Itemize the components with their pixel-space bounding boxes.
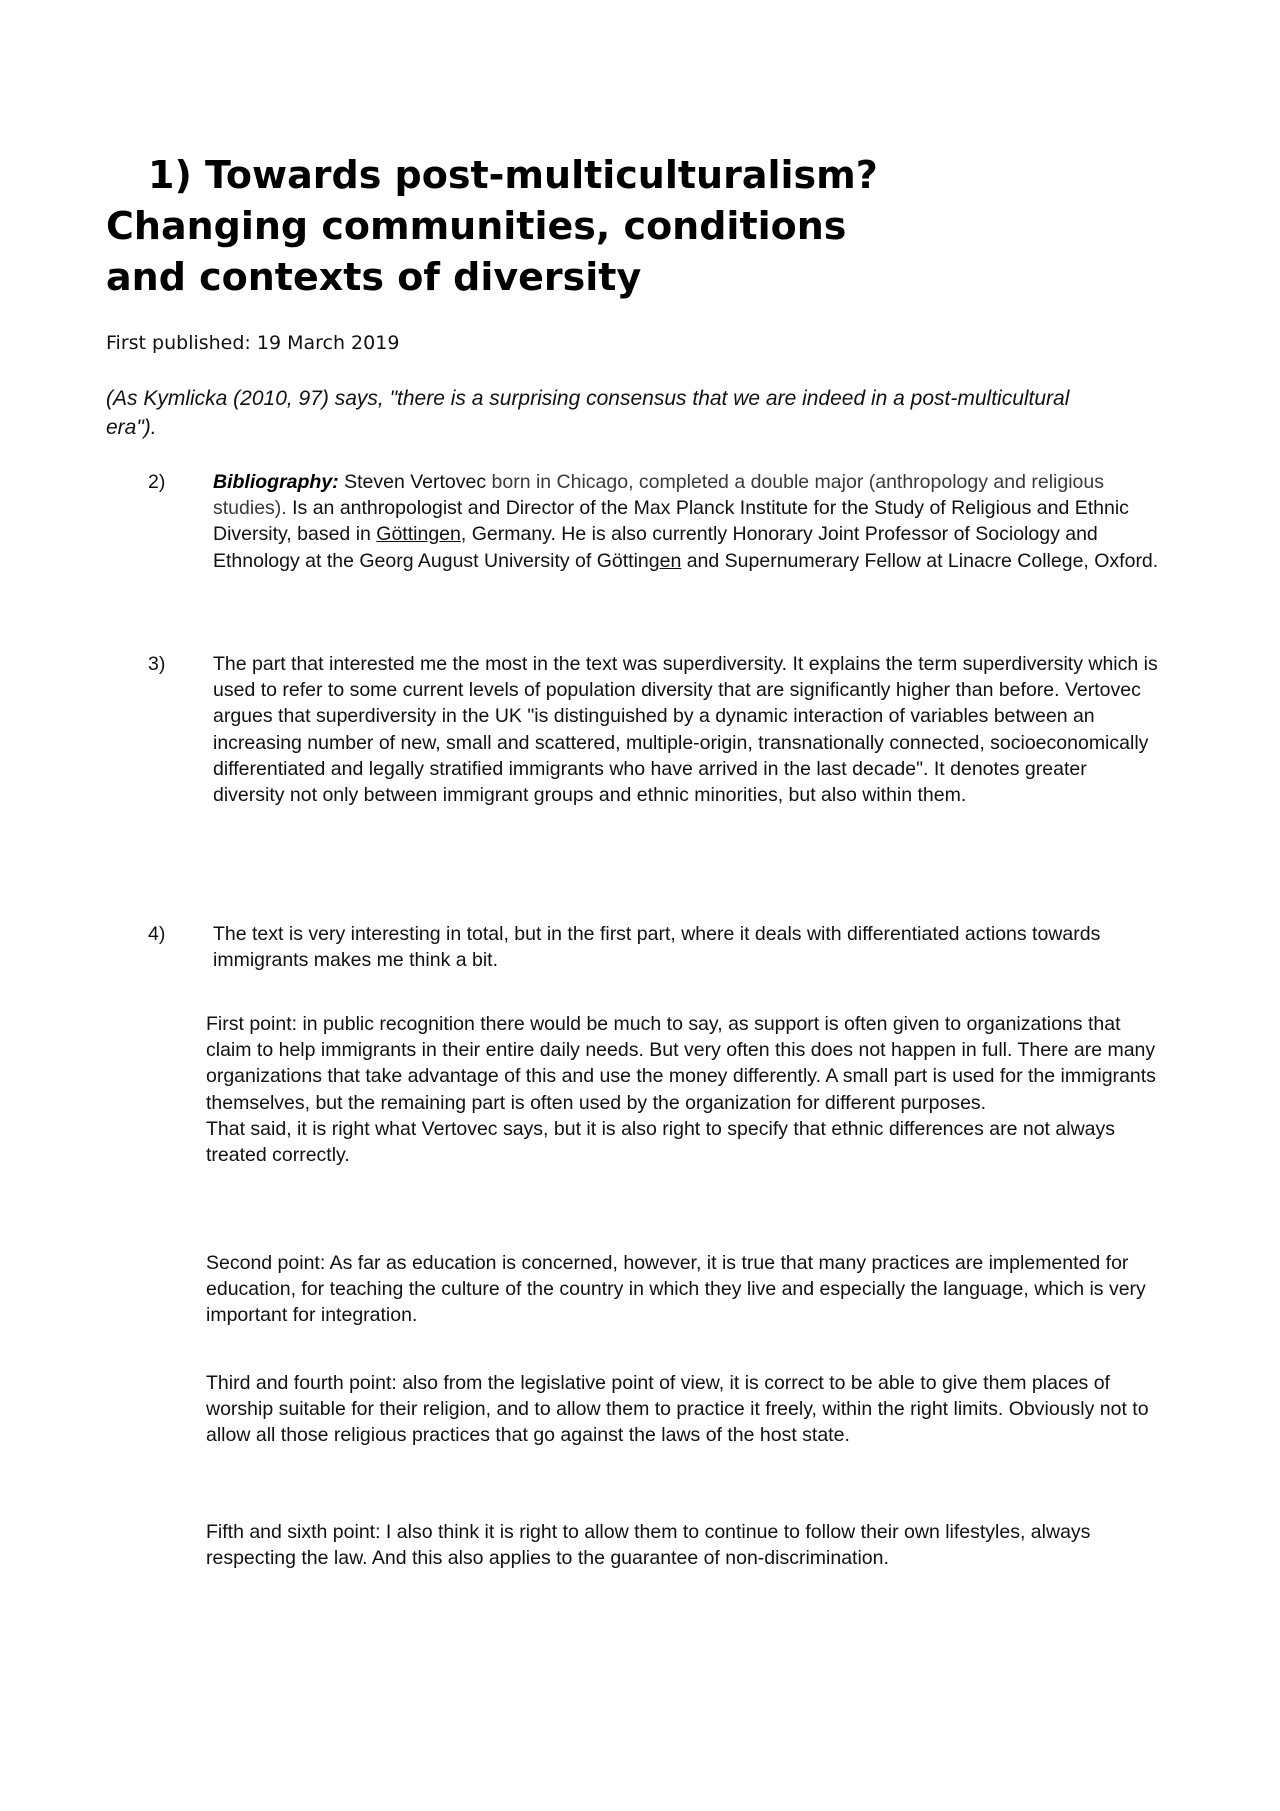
fifth-sixth-point-paragraph: Fifth and sixth point: I also think it is right to allow them to continue to follow their own lifestyles, always respecting the law. And this also applies to the guarantee of non-discrimination. [206, 1521, 1091, 1570]
list-number: 4) [148, 923, 166, 945]
first-point-paragraph: First point: in public recognition there would be much to say, as support is often given to organizations that claim to help immigrants in their entire daily needs. But very often this does not happen in full. There are many organizations that take advantage of this and use the money differently. A small part is used for the immigrants themselves, but the remaining part is often used by the organization for different purposes. That said, it is right what Vertovec says, but it is also right to specify that ethnic differences are not always treated correctly. [206, 1013, 1156, 1167]
reflection-text: The text is very interesting in total, but in the first part, where it deals with differentiated actions towards immigrants makes me think a bit. [213, 923, 1101, 972]
bibliography-label: Bibliography: [213, 471, 339, 493]
document-title [106, 150, 1006, 303]
second-point-paragraph: Second point: As far as education is concerned, however, it is true that many practices are implemented for education, for teaching the culture of the country in which they live and especially the language, which is very important for integration. [206, 1252, 1146, 1327]
third-fourth-point-paragraph: Third and fourth point: also from the legislative point of view, it is correct to be able to give them places of worship suitable for their religion, and to allow them to practice it freely, within the right limits. Obviously not to allow all those religious practices that go against the laws of the host state. [206, 1372, 1149, 1447]
gottingen-link[interactable]: Göttingen [376, 523, 461, 546]
title-line-2: Changing communities, conditions [106, 204, 847, 248]
published-date: First published: 19 March 2019 [106, 332, 400, 354]
list-number: 3) [148, 653, 166, 675]
gottingen-underlined-suffix: en [659, 549, 682, 572]
title-line-1: 1) Towards post-multiculturalism? [148, 153, 878, 197]
kymlicka-quote: (As Kymlicka (2010, 97) says, "there is a surprising consensus that we are indeed in a post-multicultural era"). [106, 387, 1070, 439]
superdiversity-text: The part that interested me the most in the text was superdiversity. It explains the term superdiversity which is used to refer to some current levels of population diversity that are significantly higher than before. Vertovec argues that superdiversity in the UK "is distinguished by a dynamic interaction of variables between an increasing number of new, small and scattered, multiple-origin, transnationally connected, socioeconomically differentiated and legally stratified immigrants who have arrived in the last decade". It denotes greater diversity not only between immigrant groups and ethnic minorities, but also within them. [213, 653, 1158, 807]
list-number: 2) [148, 471, 166, 493]
title-line-3: and contexts of diversity [106, 255, 642, 299]
bibliography-text: Bibliography: Steven Vertovec born in Chicago, completed a double major (anthropology and religious studies). Is an anthropologist and Director of the Max Planck Institute for the Study of Religious and Ethnic Diversity, based in Göttingen, Germany. He is also currently Honorary Joint Professor of Sociology and Ethnology at the Georg August University of Göttingen and Supernumerary Fellow at Linacre College, Oxford. [213, 471, 1159, 572]
